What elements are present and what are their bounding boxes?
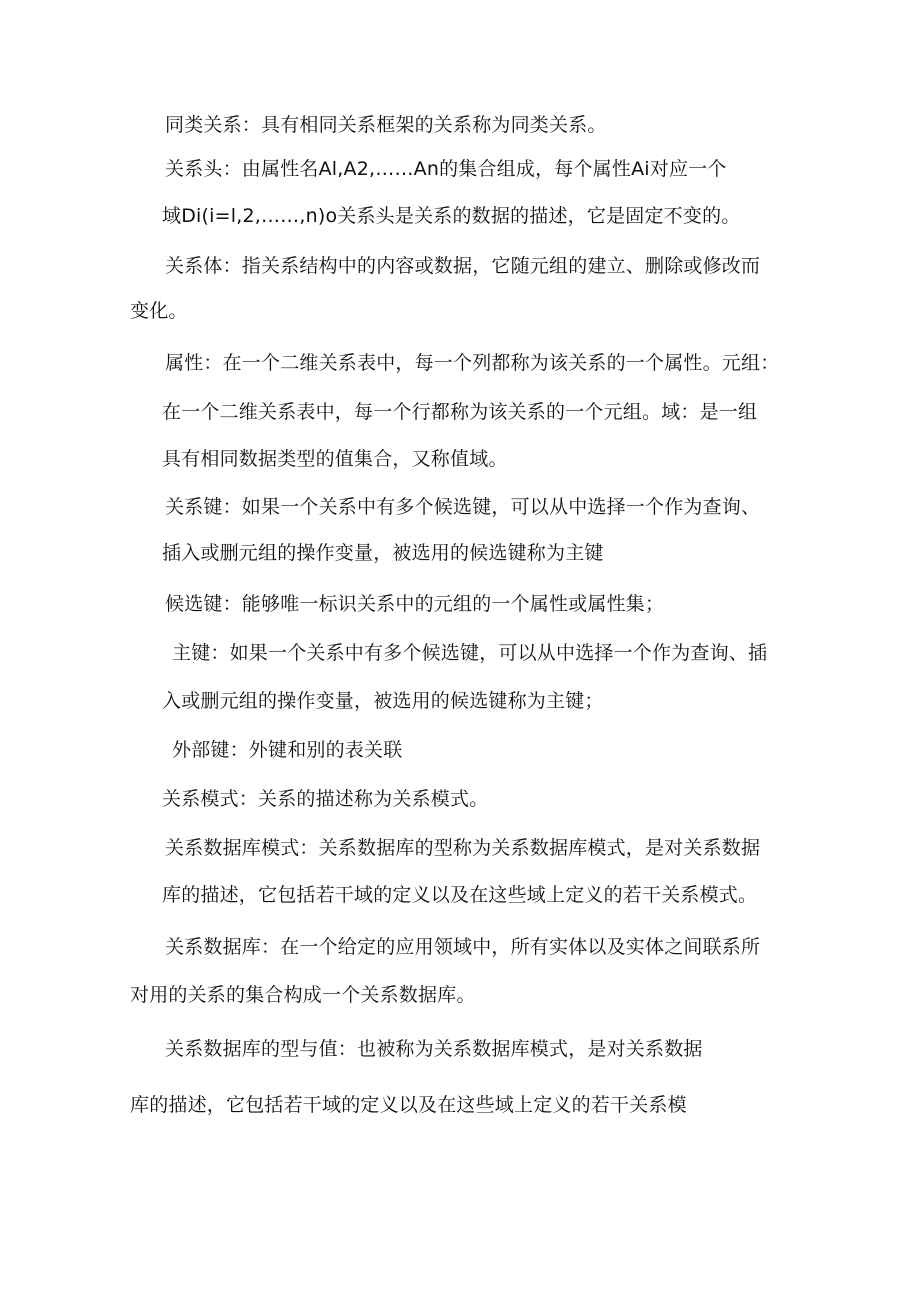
- text-line-6: 属性：在一个二维关系表中，每一个列都称为该关系的一个属性。元组：: [165, 352, 780, 374]
- text-line-9: 关系键：如果一个关系中有多个候选键，可以从中选择一个作为查询、: [165, 496, 761, 518]
- text-line-8: 具有相同数据类型的值集合，又称值域。: [162, 448, 508, 470]
- text-line-2: 关系头：由属性名Al,A2,……An的集合组成，每个属性Ai对应一个: [165, 158, 727, 180]
- text-line-12: 主键：如果一个关系中有多个候选键，可以从中选择一个作为查询、插: [172, 642, 768, 664]
- text-line-13: 入或删元组的操作变量，被选用的候选键称为主键；: [162, 690, 604, 712]
- text-line-3: 域Di(i=l,2,……,n)o关系头是关系的数据的描述，它是固定不变的。: [162, 205, 741, 227]
- text-line-14: 外部键：外键和别的表关联: [172, 739, 403, 761]
- text-line-4: 关系体：指关系结构中的内容或数据，它随元组的建立、删除或修改而: [165, 255, 761, 277]
- text-line-21: 库的描述，它包括若干域的定义以及在这些域上定义的若干关系模: [130, 1094, 687, 1116]
- text-line-17: 库的描述，它包括若干域的定义以及在这些域上定义的若干关系模式。: [162, 884, 758, 906]
- text-line-10: 插入或删元组的操作变量，被选用的候选键称为主键: [162, 542, 604, 564]
- text-line-7: 在一个二维关系表中，每一个行都称为该关系的一个元组。域：是一组: [162, 401, 758, 423]
- text-line-19: 对用的关系的集合构成一个关系数据库。: [130, 984, 476, 1006]
- text-line-20: 关系数据库的型与值：也被称为关系数据库模式，是对关系数据: [165, 1038, 703, 1060]
- text-line-5: 变化。: [130, 300, 188, 322]
- text-line-1: 同类关系：具有相同关系框架的关系称为同类关系。: [165, 114, 607, 136]
- text-line-11: 候选键：能够唯一标识关系中的元组的一个属性或属性集；: [165, 593, 665, 615]
- text-line-18: 关系数据库：在一个给定的应用领域中，所有实体以及实体之间联系所: [165, 936, 761, 958]
- text-line-16: 关系数据库模式：关系数据库的型称为关系数据库模式，是对关系数据: [165, 837, 761, 859]
- text-line-15: 关系模式：关系的描述称为关系模式。: [162, 788, 489, 810]
